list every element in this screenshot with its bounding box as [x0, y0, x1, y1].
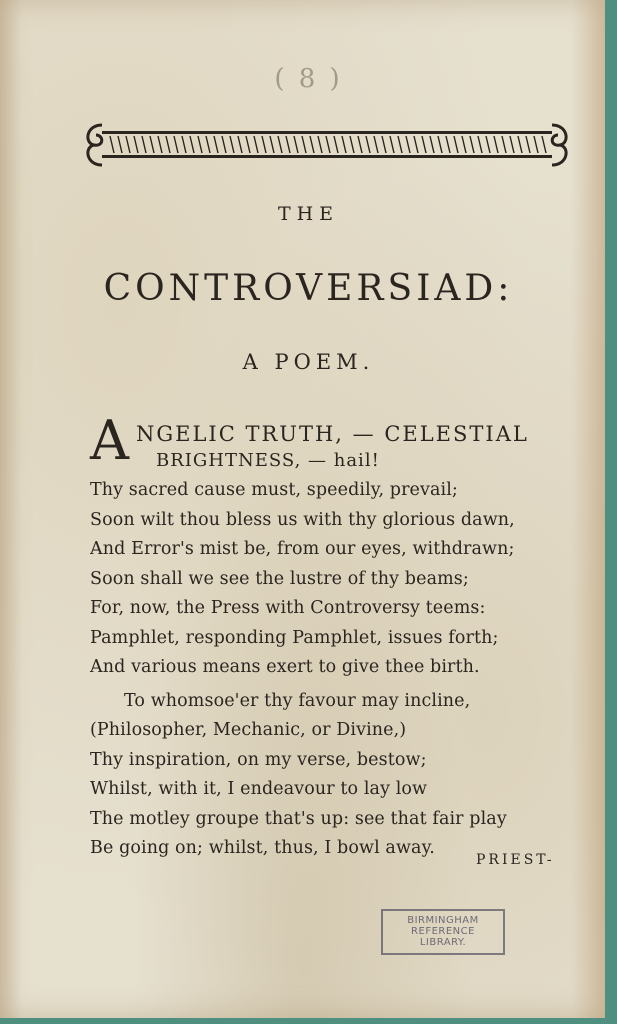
- ornamental-headpiece: [80, 115, 574, 173]
- page-number: ( 8 ): [274, 64, 343, 94]
- library-stamp: [381, 909, 505, 955]
- verse-line: Soon shall we see the lustre of thy beams;: [90, 568, 469, 589]
- poem-text: [90, 409, 590, 864]
- poem-opening-line: [90, 409, 590, 476]
- page-edge-stain-left: [0, 0, 22, 1018]
- stamp-line: REFERENCE: [411, 926, 475, 937]
- opening-line-part-2: BRIGHTNESS, — hail!: [156, 450, 380, 471]
- verse-line: Soon wilt thou bless us with thy glorious dawn,: [90, 509, 515, 530]
- page-title: CONTROVERSIAD:: [103, 268, 514, 309]
- verse-line: And various means exert to give thee birth.: [90, 657, 480, 677]
- verse-line: The motley groupe that's up: see that fair play: [90, 808, 507, 829]
- verse-line: Whilst, with it, I endeavour to lay low: [90, 779, 428, 799]
- opening-line-part-1: NGELIC TRUTH, — CELESTIAL: [136, 422, 529, 446]
- verse-line: Thy sacred cause must, speedily, prevail;: [90, 480, 458, 500]
- verse-line: (Philosopher, Mechanic, or Divine,): [90, 720, 407, 740]
- page-subtitle: A POEM.: [242, 350, 375, 374]
- verse-line: To whomsoe'er thy favour may incline,: [124, 690, 471, 711]
- verse-line: Pamphlet, responding Pamphlet, issues forth;: [90, 627, 499, 648]
- drop-cap: A: [90, 409, 129, 472]
- title-the: THE: [277, 203, 340, 225]
- stamp-line: BIRMINGHAM: [407, 915, 479, 926]
- verse-line: Thy inspiration, on my verse, bestow;: [90, 749, 427, 770]
- stamp-line: LIBRARY.: [419, 937, 467, 948]
- verse-line: For, now, the Press with Controversy teems:: [90, 598, 486, 618]
- verse-line: Be going on; whilst, thus, I bowl away.: [90, 838, 435, 858]
- verse-line: And Error's mist be, from our eyes, withdrawn;: [90, 539, 515, 559]
- catchword: PRIEST-: [476, 852, 555, 868]
